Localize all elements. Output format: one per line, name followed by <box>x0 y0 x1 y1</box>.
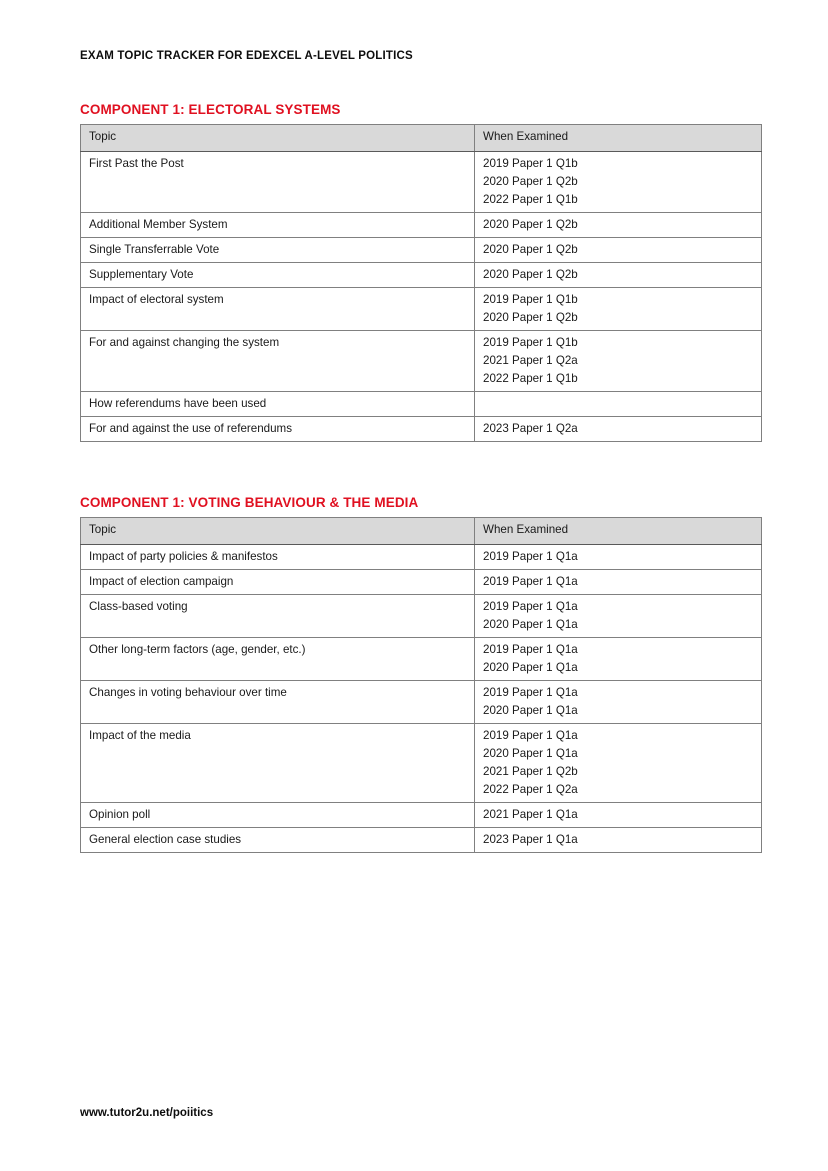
topic-cell: Impact of election campaign <box>81 570 475 595</box>
exam-reference: 2021 Paper 1 Q2b <box>483 764 578 778</box>
exam-reference: 2019 Paper 1 Q1a <box>483 642 578 656</box>
table-row <box>81 262 762 287</box>
table-row <box>81 827 762 852</box>
table-row <box>81 637 762 680</box>
when-examined-cell <box>475 391 762 416</box>
topic-cell: Additional Member System <box>81 212 475 237</box>
table-row <box>81 545 762 570</box>
when-examined-cell <box>475 545 762 570</box>
when-examined-cell <box>475 570 762 595</box>
exam-reference: 2020 Paper 1 Q1a <box>483 660 578 674</box>
topic-cell: How referendums have been used <box>81 391 475 416</box>
exam-reference: 2023 Paper 1 Q1a <box>483 832 578 846</box>
column-header-when-examined: When Examined <box>475 125 762 152</box>
exam-reference: 2019 Paper 1 Q1a <box>483 728 578 742</box>
table-row <box>81 330 762 391</box>
exam-reference: 2020 Paper 1 Q2b <box>483 267 578 281</box>
topic-cell: Class-based voting <box>81 595 475 638</box>
column-header-topic: Topic <box>81 518 475 545</box>
topic-tracker-table <box>80 124 762 442</box>
topic-cell: Single Transferrable Vote <box>81 237 475 262</box>
exam-reference: 2019 Paper 1 Q1a <box>483 600 578 613</box>
topic-cell: Opinion poll <box>81 802 475 827</box>
when-examined-cell <box>475 262 762 287</box>
when-examined-cell <box>475 416 762 441</box>
exam-reference: 2020 Paper 1 Q1a <box>483 746 578 760</box>
table-row <box>81 152 762 213</box>
when-examined-cell <box>475 723 762 802</box>
exam-reference: 2019 Paper 1 Q1b <box>483 157 578 170</box>
topic-tracker-table <box>80 517 762 853</box>
table-row <box>81 212 762 237</box>
exam-reference: 2020 Paper 1 Q1a <box>483 703 578 717</box>
topic-cell: Impact of the media <box>81 723 475 802</box>
column-header-when-examined: When Examined <box>475 518 762 545</box>
exam-reference: 2019 Paper 1 Q1b <box>483 335 578 349</box>
section-heading: COMPONENT 1: ELECTORAL SYSTEMS <box>80 102 341 117</box>
topic-cell: For and against changing the system <box>81 330 475 391</box>
table-header-row <box>81 125 762 152</box>
exam-reference: 2022 Paper 1 Q1b <box>483 371 578 385</box>
when-examined-cell <box>475 637 762 680</box>
exam-reference: 2022 Paper 1 Q1b <box>483 192 578 206</box>
topic-cell: Impact of party policies & manifestos <box>81 545 475 570</box>
when-examined-cell <box>475 330 762 391</box>
exam-reference: 2019 Paper 1 Q1a <box>483 685 578 699</box>
when-examined-cell <box>475 237 762 262</box>
topic-cell: General election case studies <box>81 827 475 852</box>
footer-url: www.tutor2u.net/poiitics <box>80 1107 214 1119</box>
table-row <box>81 802 762 827</box>
exam-reference: 2019 Paper 1 Q1a <box>483 550 578 563</box>
topic-cell: First Past the Post <box>81 152 475 213</box>
column-header-topic: Topic <box>81 125 475 152</box>
table-row <box>81 570 762 595</box>
exam-reference: 2019 Paper 1 Q1b <box>483 292 578 306</box>
topic-cell: For and against the use of referendums <box>81 416 475 441</box>
when-examined-cell <box>475 212 762 237</box>
when-examined-cell <box>475 802 762 827</box>
table-row <box>81 287 762 330</box>
tracker-section <box>80 102 761 442</box>
exam-reference: 2023 Paper 1 Q2a <box>483 421 578 435</box>
table-row <box>81 595 762 638</box>
section-heading: COMPONENT 1: VOTING BEHAVIOUR & THE MEDIA <box>80 495 419 510</box>
table-header-row <box>81 518 762 545</box>
exam-reference: 2019 Paper 1 Q1a <box>483 575 578 588</box>
table-row <box>81 723 762 802</box>
exam-reference: 2020 Paper 1 Q2b <box>483 174 578 188</box>
when-examined-cell <box>475 827 762 852</box>
exam-reference: 2020 Paper 1 Q2b <box>483 310 578 324</box>
when-examined-cell <box>475 680 762 723</box>
exam-reference: 2022 Paper 1 Q2a <box>483 782 578 796</box>
page-title: EXAM TOPIC TRACKER FOR EDEXCEL A-LEVEL POLITICS <box>80 50 413 62</box>
topic-cell: Changes in voting behaviour over time <box>81 680 475 723</box>
exam-reference: 2020 Paper 1 Q2b <box>483 217 578 231</box>
exam-reference: 2021 Paper 1 Q2a <box>483 353 578 367</box>
table-row <box>81 237 762 262</box>
table-row <box>81 391 762 416</box>
when-examined-cell <box>475 152 762 213</box>
topic-cell: Impact of electoral system <box>81 287 475 330</box>
exam-reference: 2020 Paper 1 Q2b <box>483 242 578 256</box>
tracker-section <box>80 495 761 853</box>
exam-reference: 2020 Paper 1 Q1a <box>483 617 578 631</box>
topic-cell: Supplementary Vote <box>81 262 475 287</box>
when-examined-cell <box>475 595 762 638</box>
when-examined-cell <box>475 287 762 330</box>
table-row <box>81 680 762 723</box>
table-row <box>81 416 762 441</box>
exam-reference: 2021 Paper 1 Q1a <box>483 807 578 821</box>
topic-cell: Other long-term factors (age, gender, etc.) <box>81 637 475 680</box>
